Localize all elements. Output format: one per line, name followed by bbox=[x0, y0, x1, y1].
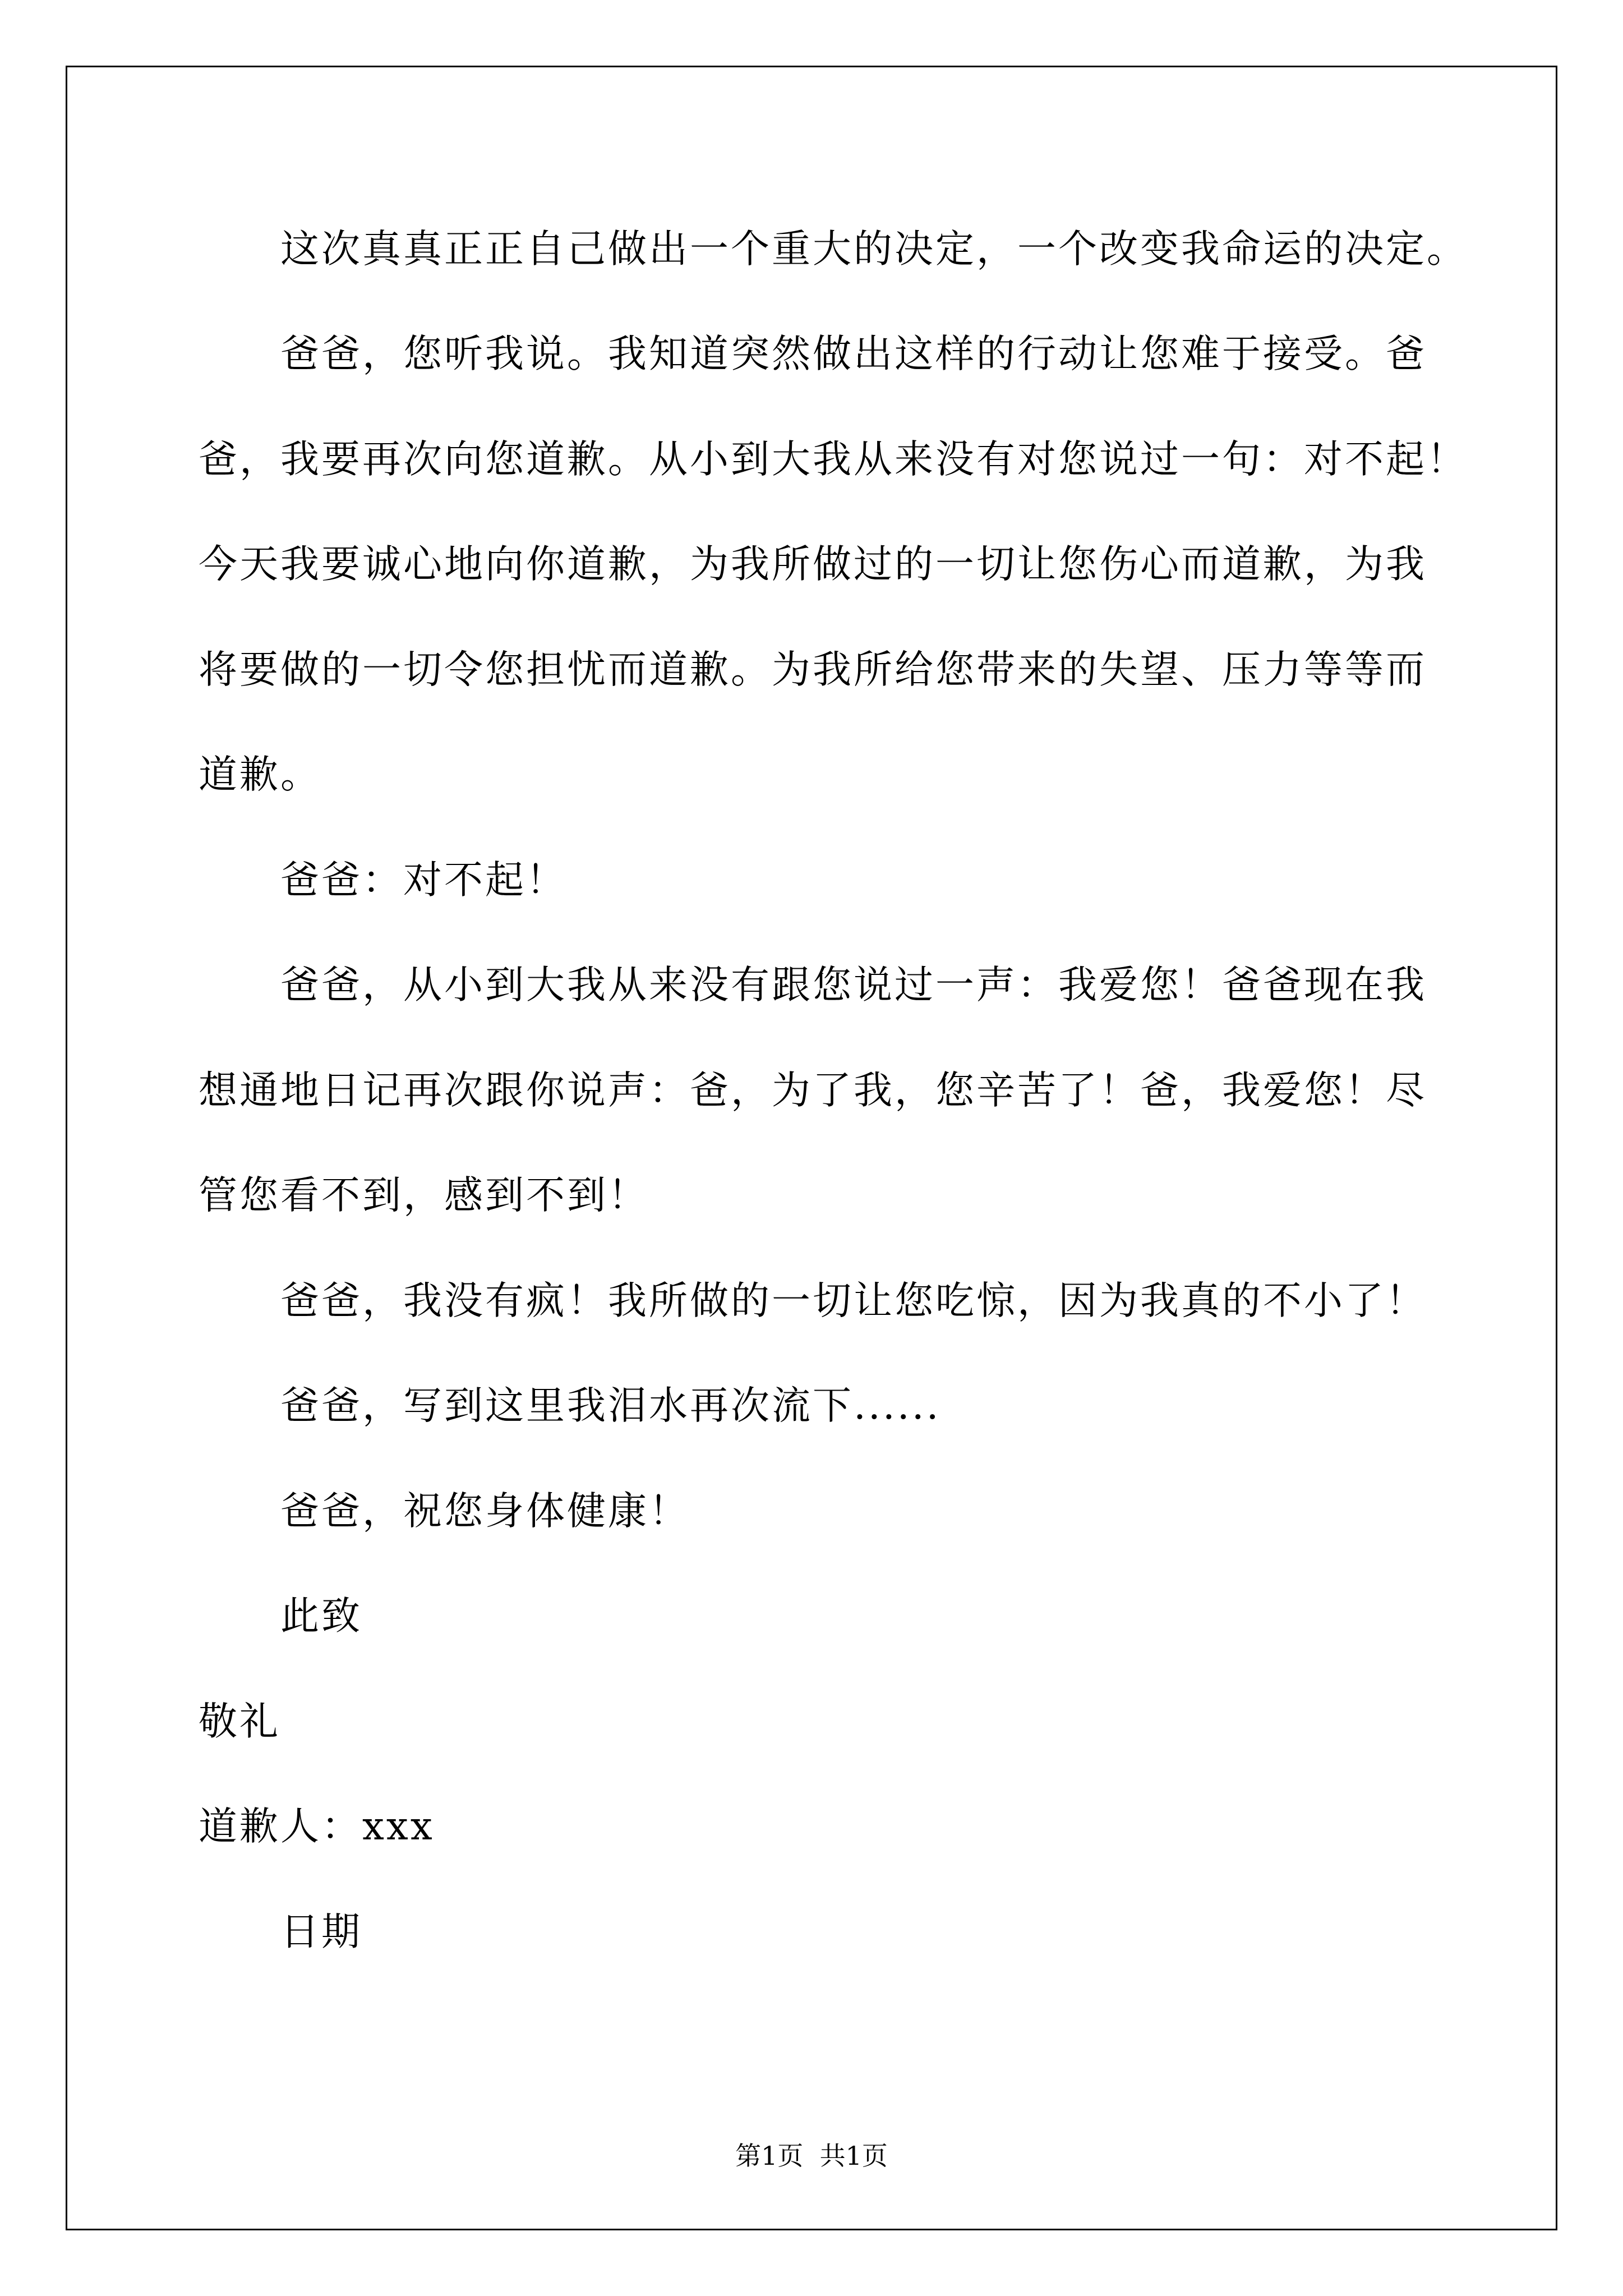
paragraph-line: 爸爸，从小到大我从来没有跟您说过一声：我爱您！爸爸现在我 bbox=[280, 963, 1427, 1007]
paragraph-line: 爸，我要再次向您道歉。从小到大我从来没有对您说过一句：对不起！ bbox=[199, 437, 1468, 482]
paragraph-line: 爸爸，写到这里我泪水再次流下...... bbox=[280, 1383, 941, 1428]
paragraph-line: 爸爸，您听我说。我知道突然做出这样的行动让您难于接受。爸 bbox=[280, 332, 1427, 376]
paragraph-line: 爸爸，祝您身体健康！ bbox=[280, 1489, 690, 1534]
paragraph-line: 将要做的一切令您担忧而道歉。为我所给您带来的失望、压力等等而 bbox=[199, 647, 1427, 692]
paragraph-line: 想通地日记再次跟你说声：爸，为了我，您辛苦了！爸，我爱您！尽 bbox=[199, 1068, 1427, 1113]
date-line: 日期 bbox=[280, 1910, 362, 1954]
paragraph-line: 管您看不到，感到不到！ bbox=[199, 1173, 649, 1218]
paragraph-line: 爸爸：对不起！ bbox=[280, 858, 567, 903]
closing-phrase: 此致 bbox=[280, 1594, 362, 1639]
paragraph-line: 道歉。 bbox=[199, 752, 321, 797]
paragraph-line: 爸爸，我没有疯！我所做的一切让您吃惊，因为我真的不小了！ bbox=[280, 1278, 1427, 1323]
page-number: 第1页 共1页 bbox=[735, 2141, 888, 2171]
paragraph-line: 这次真真正正自己做出一个重大的决定，一个改变我命运的决定。 bbox=[280, 227, 1468, 272]
page-border bbox=[66, 66, 1557, 2230]
paragraph-line: 今天我要诚心地向你道歉，为我所做过的一切让您伤心而道歉，为我 bbox=[199, 542, 1427, 587]
signature-line: 道歉人：xxx bbox=[199, 1804, 435, 1849]
salutation: 敬礼 bbox=[199, 1699, 280, 1744]
